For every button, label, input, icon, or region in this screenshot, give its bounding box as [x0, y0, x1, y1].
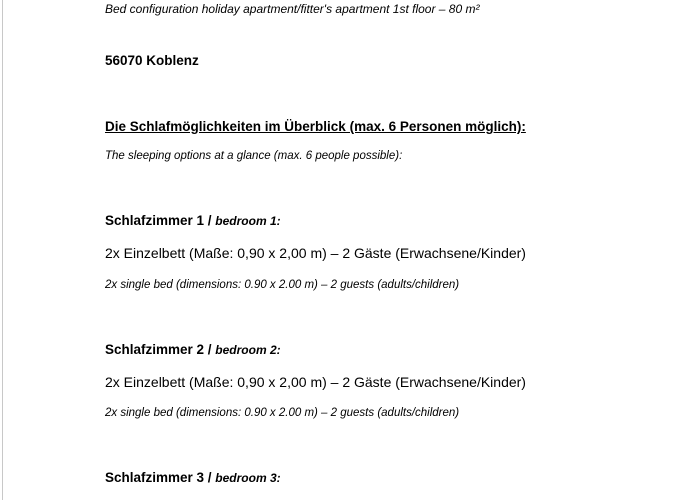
bedroom-2-title-de: Schlafzimmer 2 /: [105, 342, 216, 357]
bedroom-1-title: [105, 213, 281, 228]
bedroom-1-bed-en: 2x single bed (dimensions: 0.90 x 2.00 m) – 2 guests (adults/children): [105, 279, 460, 291]
city-line: 56070 Koblenz: [105, 53, 199, 68]
bedroom-2-title: [105, 342, 281, 357]
bedroom-2-bed-de: 2x Einzelbett (Maße: 0,90 x 2,00 m) – 2 Gäste (Erwachsene/Kinder): [105, 374, 526, 390]
bedroom-3-title-de: Schlafzimmer 3 /: [105, 470, 216, 485]
bedroom-3-title-en: bedroom 3:: [215, 471, 281, 485]
bedroom-3-title: [105, 470, 281, 485]
overview-heading: Die Schlafmöglichkeiten im Überblick (max. 6 Personen möglich):: [105, 119, 526, 134]
bedroom-1-title-de: Schlafzimmer 1 /: [105, 213, 216, 228]
bedroom-1-bed-de: 2x Einzelbett (Maße: 0,90 x 2,00 m) – 2 Gäste (Erwachsene/Kinder): [105, 245, 526, 261]
bedroom-2-bed-en: 2x single bed (dimensions: 0.90 x 2.00 m) – 2 guests (adults/children): [105, 407, 460, 419]
bed-configuration-line: Bed configuration holiday apartment/fitter's apartment 1st floor – 80 m²: [105, 2, 480, 16]
page-border: [2, 0, 3, 500]
overview-subtitle: The sleeping options at a glance (max. 6 people possible):: [105, 150, 403, 162]
bedroom-2-title-en: bedroom 2:: [215, 343, 281, 357]
bedroom-1-title-en: bedroom 1:: [215, 214, 281, 228]
